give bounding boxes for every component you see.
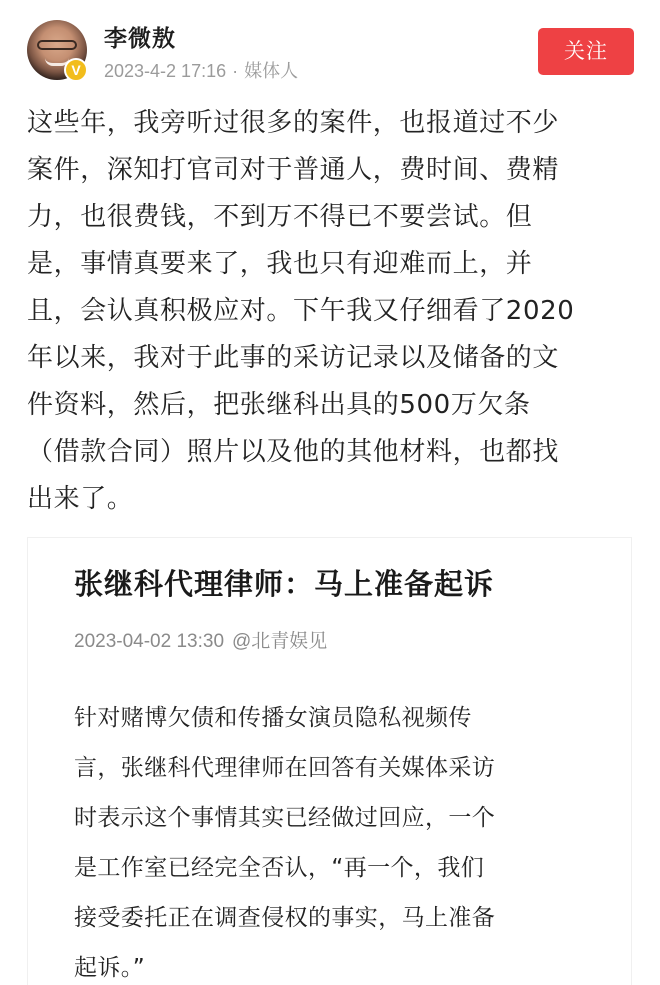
article-title: 张继科代理律师：马上准备起诉 [74, 567, 495, 601]
author-name[interactable]: 李微敖 [104, 26, 176, 52]
article-line: 针对赌博欠债和传播女演员隐私视频传 [74, 705, 472, 731]
avatar-glasses-detail [37, 40, 77, 50]
article-line: 接受委托正在调查侵权的事实，马上准备 [74, 905, 496, 931]
post-line: 是，事情真要来了，我也只有迎难而上，并 [27, 249, 533, 279]
article-body [74, 693, 594, 985]
post-meta [104, 57, 298, 83]
post-timestamp: 2023-4-2 17:16 [104, 61, 227, 81]
post-line: （借款合同）照片以及他的其他材料，也都找 [27, 437, 560, 467]
article-line: 起诉。” [74, 955, 146, 981]
verified-badge-icon: V [64, 58, 88, 82]
post-header [0, 0, 660, 92]
article-source[interactable]: @北青娱见 [232, 631, 328, 652]
post-body [27, 100, 637, 523]
follow-button[interactable]: 关注 [538, 28, 634, 75]
author-tag: 媒体人 [244, 61, 299, 81]
post-line: 件资料，然后，把张继科出具的500万欠条 [27, 390, 531, 420]
article-line: 是工作室已经完全否认，“再一个，我们 [74, 855, 485, 881]
article-line: 言，张继科代理律师在回答有关媒体采访 [74, 755, 496, 781]
article-date: 2023-04-02 13:30 [74, 631, 225, 652]
article-line: 时表示这个事情其实已经做过回应，一个 [74, 805, 496, 831]
post-line: 力，也很费钱，不到万不得已不要尝试。但 [27, 202, 533, 232]
embedded-article-card[interactable] [27, 537, 632, 985]
post-line: 这些年，我旁听过很多的案件，也报道过不少 [27, 108, 560, 138]
post-line: 出来了。 [27, 484, 134, 514]
post-line: 案件，深知打官司对于普通人，费时间、费精 [27, 155, 560, 185]
post-line: 且，会认真积极应对。下午我又仔细看了2020 [27, 296, 575, 326]
article-meta [74, 626, 327, 653]
meta-separator: · [232, 61, 239, 81]
post-line: 年以来，我对于此事的采访记录以及储备的文 [27, 343, 560, 373]
